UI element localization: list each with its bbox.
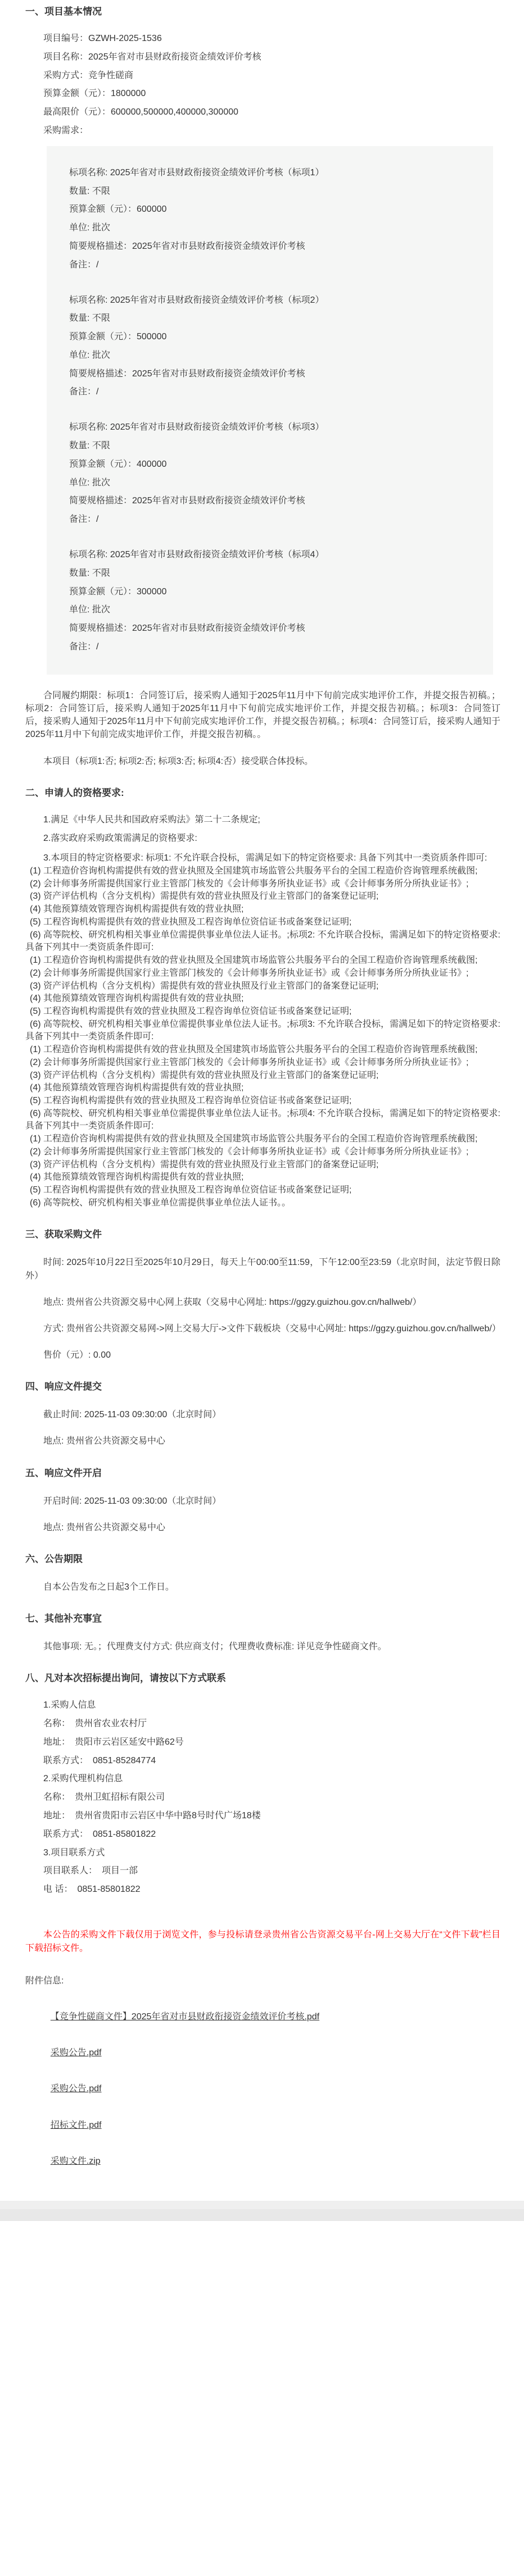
specific-qualification-intro: 3.本项目的特定资格要求: 标项1: 不允许联合投标，需满足如下的特定资格要求: 具备下列其中一类资质条件即可: bbox=[43, 853, 487, 863]
section-title-get-documents: 三、获取采购文件 bbox=[25, 1229, 102, 1240]
qualification-line: (1) 工程造价咨询机构需提供有效的营业执照及全国建筑市场监管公共服务平台的全国工程造价咨询管理系统截图; bbox=[30, 866, 478, 876]
contract-term: 合同履约期限：标项1：合同签订后，接采购人通知于2025年11月中下旬前完成实地评价工作，并提交报告初稿。；标项2：合同签订后，接采购人通知于2025年11月中下旬前完成实地评价工作，并提交报告初稿。；标项3：合同签订后，接采购人通知于2025年11月中下旬前完成实地评价工作，并提交报告初稿。；标项4：合同签订后，接采购人通知于2025年11月中下旬前完成实地评价工作，并提交报告初稿。。 bbox=[25, 690, 500, 740]
lot-spec: 简要规格描述：2025年省对市县财政衔接资金绩效评价考核 bbox=[69, 241, 305, 251]
lot-name: 标项名称: 2025年省对市县财政衔接资金绩效评价考核（标项2） bbox=[69, 295, 324, 305]
section-title-other-matters: 七、其他补充事宜 bbox=[25, 1613, 102, 1624]
lot-spec: 简要规格描述：2025年省对市县财政衔接资金绩效评价考核 bbox=[69, 368, 305, 379]
qualification-line: (3) 资产评估机构（含分支机构）需提供有效的营业执照及行业主管部门的备案登记证明; bbox=[30, 981, 379, 991]
qualification-line: (5) 工程咨询机构需提供有效的营业执照及工程咨询单位资信证书或备案登记证明; bbox=[30, 1185, 352, 1195]
lot-quantity: 数量: 不限 bbox=[69, 441, 110, 451]
announcement-period: 自本公告发布之日起3个工作日。 bbox=[43, 1582, 174, 1592]
lot-quantity: 数量: 不限 bbox=[69, 313, 110, 324]
qualification-line: (5) 工程咨询机构需提供有效的营业执照及工程咨询单位资信证书或备案登记证明; bbox=[30, 1006, 352, 1016]
section-title-response-submit: 四、响应文件提交 bbox=[25, 1381, 102, 1392]
qualification-line: (6) 高等院校、研究机构相关事业单位需提供事业单位法人证书。;标项4: 不允许联合投标，需满足如下的特定资格要求: 具备下列其中一类资质条件即可: bbox=[25, 1108, 500, 1131]
document-price: 售价（元）: 0.00 bbox=[43, 1350, 111, 1360]
qualification-line: (4) 其他预算绩效管理咨询机构需提供有效的营业执照; bbox=[30, 904, 244, 914]
lot-unit: 单位: 批次 bbox=[69, 223, 110, 233]
attachment-link-consultation-file[interactable]: 【竞争性磋商文件】2025年省对市县财政衔接资金绩效评价考核.pdf bbox=[50, 2011, 320, 2022]
lot-name: 标项名称: 2025年省对市县财政衔接资金绩效评价考核（标项4） bbox=[69, 550, 324, 560]
document-place: 地点: 贵州省公共资源交易中心网上获取（交易中心网址: https://ggzy.guizhou.gov.cn/hallweb/） bbox=[43, 1297, 422, 1307]
qualification-line: (2) 会计师事务所需提供国家行业主管部门核发的《会计师事务所执业证书》或《会计师事务所分所执业证书》; bbox=[30, 1146, 469, 1157]
download-notice: 本公告的采购文件下载仅用于浏览文件，参与投标请登录贵州省公告资源交易平台-网上交易大厅在“文件下载”栏目下载招标文件。 bbox=[25, 1929, 500, 1953]
attachments-label: 附件信息: bbox=[25, 1976, 64, 1986]
lot-budget: 预算金额（元）：600000 bbox=[69, 204, 167, 215]
qualification-line: (3) 资产评估机构（含分支机构）需提供有效的营业执照及行业主管部门的备案登记证明; bbox=[30, 891, 379, 902]
lot-block bbox=[69, 549, 471, 653]
attachment-link-procurement-notice-2[interactable]: 采购公告.pdf bbox=[50, 2084, 102, 2094]
buyer-info-head: 1.采购人信息 bbox=[43, 1700, 96, 1710]
lot-spec: 简要规格描述：2025年省对市县财政衔接资金绩效评价考核 bbox=[69, 496, 305, 506]
document-time: 时间: 2025年10月22日至2025年10月29日，每天上午00:00至11:59，下午12:00至23:59（北京时间，法定节假日除外） bbox=[25, 1258, 500, 1281]
project-number: 项目编号：GZWH-2025-1536 bbox=[43, 33, 162, 43]
lot-name: 标项名称: 2025年省对市县财政衔接资金绩效评价考核（标项1） bbox=[69, 167, 324, 178]
lot-block bbox=[69, 295, 471, 399]
submit-deadline: 截止时间: 2025-11-03 09:30:00（北京时间） bbox=[43, 1410, 222, 1420]
attachment-link-procurement-notice-1[interactable]: 采购公告.pdf bbox=[50, 2048, 102, 2058]
lot-note: 备注：/ bbox=[69, 387, 99, 397]
joint-bid-statement: 本项目（标项1:否; 标项2:否; 标项3:否; 标项4:否）接受联合体投标。 bbox=[43, 756, 314, 766]
lot-block bbox=[69, 167, 471, 271]
lot-spec: 简要规格描述：2025年省对市县财政衔接资金绩效评价考核 bbox=[69, 623, 305, 634]
qualification-line: (5) 工程咨询机构需提供有效的营业执照及工程咨询单位资信证书或备案登记证明; bbox=[30, 917, 352, 927]
lot-name: 标项名称: 2025年省对市县财政衔接资金绩效评价考核（标项3） bbox=[69, 422, 324, 433]
qualification-line: (6) 高等院校、研究机构相关事业单位需提供事业单位法人证书。;标项3: 不允许联合投标，需满足如下的特定资格要求: 具备下列其中一类资质条件即可: bbox=[25, 1019, 500, 1042]
qualification-line: (1) 工程造价咨询机构需提供有效的营业执照及全国建筑市场监管公共服务平台的全国工程造价咨询管理系统截图; bbox=[30, 955, 478, 966]
document-method: 方式: 贵州省公共资源交易网->网上交易大厅->文件下载板块（交易中心网址: https://ggzy.guizhou.gov.cn/hallweb/） bbox=[43, 1323, 501, 1333]
qualification-line: (6) 高等院校、研究机构相关事业单位需提供事业单位法人证书。;标项2: 不允许联合投标，需满足如下的特定资格要求: 具备下列其中一类资质条件即可: bbox=[25, 930, 500, 953]
buyer-name: 名称： 贵州省农业农村厅 bbox=[43, 1718, 147, 1728]
lot-budget: 预算金额（元）：500000 bbox=[69, 332, 167, 342]
lot-budget: 预算金额（元）：300000 bbox=[69, 586, 167, 597]
project-name: 项目名称：2025年省对市县财政衔接资金绩效评价考核 bbox=[43, 52, 261, 62]
agent-name: 名称： 贵州卫虹招标有限公司 bbox=[43, 1792, 165, 1803]
qualification-line: (1) 工程造价咨询机构需提供有效的营业执照及全国建筑市场监管公共服务平台的全国工程造价咨询管理系统截图; bbox=[30, 1045, 478, 1055]
project-contact-head: 3.项目联系方式 bbox=[43, 1847, 105, 1858]
lot-unit: 单位: 批次 bbox=[69, 605, 110, 615]
agent-address: 地址： 贵州省贵阳市云岩区中华中路8号时代广场18楼 bbox=[43, 1810, 261, 1821]
buyer-address: 地址： 贵阳市云岩区延安中路62号 bbox=[43, 1737, 184, 1747]
qualification-line: (3) 资产评估机构（含分支机构）需提供有效的营业执照及行业主管部门的备案登记证明; bbox=[30, 1159, 379, 1169]
section-title-announcement-period: 六、公告期限 bbox=[25, 1553, 83, 1564]
open-time: 开启时间: 2025-11-03 09:30:00（北京时间） bbox=[43, 1496, 222, 1506]
qualification-item-2: 2.落实政府采购政策需满足的资格要求: bbox=[43, 833, 197, 843]
procurement-demand-label: 采购需求： bbox=[43, 125, 89, 135]
lot-quantity: 数量: 不限 bbox=[69, 568, 110, 578]
qualification-line: (6) 高等院校、研究机构相关事业单位需提供事业单位法人证书。。 bbox=[30, 1198, 291, 1208]
procurement-method: 采购方式：竞争性磋商 bbox=[43, 70, 134, 80]
open-place: 地点: 贵州省公共资源交易中心 bbox=[43, 1522, 165, 1532]
lots-panel bbox=[47, 146, 493, 675]
specific-qualification-list bbox=[25, 852, 500, 1209]
footer-band-light bbox=[0, 2201, 524, 2209]
project-contact-person: 项目联系人： 项目一部 bbox=[43, 1866, 138, 1876]
attachment-link-bid-file[interactable]: 招标文件.pdf bbox=[50, 2120, 102, 2130]
lot-block bbox=[69, 422, 471, 526]
lot-budget: 预算金额（元）：400000 bbox=[69, 459, 167, 469]
max-price: 最高限价（元）：600000,500000,400000,300000 bbox=[43, 107, 238, 117]
qualification-line: (5) 工程咨询机构需提供有效的营业执照及工程咨询单位资信证书或备案登记证明; bbox=[30, 1095, 352, 1105]
section-title-basic-info: 一、项目基本情况 bbox=[25, 6, 102, 17]
agent-info-head: 2.采购代理机构信息 bbox=[43, 1774, 123, 1784]
section-title-contacts: 八、凡对本次招标提出询问，请按以下方式联系 bbox=[25, 1673, 226, 1684]
qualification-line: (4) 其他预算绩效管理咨询机构需提供有效的营业执照; bbox=[30, 994, 244, 1004]
footer-band-dark bbox=[0, 2209, 524, 2221]
qualification-line: (2) 会计师事务所需提供国家行业主管部门核发的《会计师事务所执业证书》或《会计师事务所分所执业证书》; bbox=[30, 879, 469, 889]
section-title-qualification: 二、申请人的资格要求: bbox=[25, 787, 124, 798]
other-matters: 其他事项: 无。；代理费支付方式: 供应商支付；代理费收费标准: 详见竞争性磋商文件。 bbox=[43, 1642, 387, 1651]
lot-note: 备注：/ bbox=[69, 260, 99, 270]
qualification-item-1: 1.满足《中华人民共和国政府采购法》第二十二条规定; bbox=[43, 814, 260, 825]
lot-note: 备注：/ bbox=[69, 642, 99, 652]
attachment-link-procurement-zip[interactable]: 采购文件.zip bbox=[50, 2156, 101, 2167]
qualification-line: (4) 其他预算绩效管理咨询机构需提供有效的营业执照; bbox=[30, 1083, 244, 1093]
submit-place: 地点: 贵州省公共资源交易中心 bbox=[43, 1436, 165, 1446]
buyer-phone: 联系方式： 0851-85284774 bbox=[43, 1755, 156, 1765]
qualification-line: (1) 工程造价咨询机构需提供有效的营业执照及全国建筑市场监管公共服务平台的全国工程造价咨询管理系统截图; bbox=[30, 1134, 478, 1144]
section-title-response-open: 五、响应文件开启 bbox=[25, 1467, 102, 1478]
lot-unit: 单位: 批次 bbox=[69, 350, 110, 360]
qualification-line: (4) 其他预算绩效管理咨询机构需提供有效的营业执照; bbox=[30, 1172, 244, 1182]
agent-phone: 联系方式： 0851-85801822 bbox=[43, 1829, 156, 1839]
lot-note: 备注：/ bbox=[69, 515, 99, 525]
footer bbox=[0, 2201, 524, 2221]
qualification-line: (2) 会计师事务所需提供国家行业主管部门核发的《会计师事务所执业证书》或《会计师事务所分所执业证书》; bbox=[30, 1057, 469, 1067]
qualification-line: (2) 会计师事务所需提供国家行业主管部门核发的《会计师事务所执业证书》或《会计师事务所分所执业证书》; bbox=[30, 968, 469, 978]
qualification-line: (3) 资产评估机构（含分支机构）需提供有效的营业执照及行业主管部门的备案登记证明; bbox=[30, 1070, 379, 1080]
project-contact-phone: 电 话： 0851-85801822 bbox=[43, 1885, 141, 1895]
lot-quantity: 数量: 不限 bbox=[69, 186, 110, 196]
lot-unit: 单位: 批次 bbox=[69, 477, 110, 488]
budget-amount: 预算金额（元）：1800000 bbox=[43, 89, 146, 99]
